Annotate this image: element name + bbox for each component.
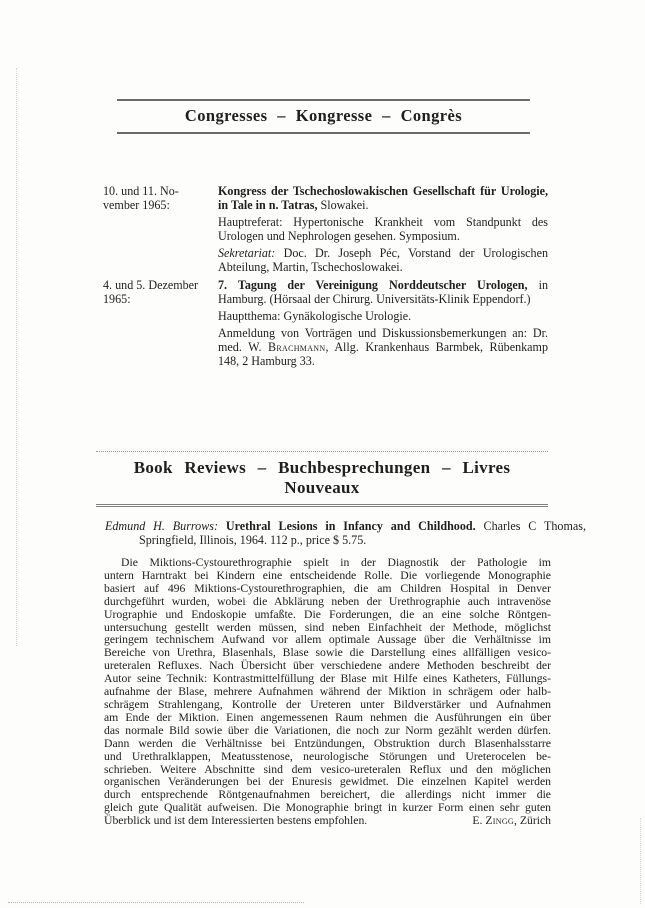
text-line: 1965: <box>103 292 131 307</box>
review-publisher: Charles C Thomas, Springfield, Illinois, 1964. 112 p., price $ 5.75. <box>139 519 586 548</box>
text-line: Die Miktions-Cystourethrographie spielt in der Diagnostik der Pathologie im <box>121 556 551 569</box>
text-line: geringem technischem Aufwand vor allem optimale Aussage über die Verhältnisse im <box>104 633 551 647</box>
congress-entry <box>103 278 548 371</box>
review-last-line <box>104 815 551 828</box>
congresses-header <box>117 99 530 134</box>
rule-top <box>117 99 530 101</box>
review-closing-text: Überblick und ist dem Interessierten bestens empfohlen. <box>104 814 368 828</box>
entry-title <box>218 278 548 307</box>
entry-sekretariat <box>218 246 548 275</box>
text-line: Autor seine Technik: Kontrastmittelfüllung der Blase mit Hilfe eines Katheters, Füllungs- <box>104 672 551 686</box>
book-reviews-header <box>96 451 548 507</box>
text-line: organischen Veränderungen bei der Enuresis gewidmet. Die einzelnen Kapitel werden <box>104 775 551 789</box>
rule-bottom <box>96 504 548 507</box>
text-line: Urographie und Endoskopie umfaßte. Die Forderungen, die an eine solche Röntgen- <box>104 607 551 621</box>
text-line: durchgeführt wurden, wobei die Abklärung neben der Urethrographie auch intravenöse <box>104 594 551 608</box>
rule-bottom <box>117 132 530 134</box>
text-line: Bereiche von Urethra, Blasenhals, Blase sowie die Darstellung eines allfälligen vesico- <box>104 646 551 660</box>
text-line: vember 1965: <box>103 198 170 213</box>
entry-title-bold: Kongress der Tschechoslowakischen Gesellschaft für Urologie, in Tale in n. Tatras, <box>218 184 548 213</box>
scan-artifact-right-edge <box>640 818 641 904</box>
entry-hauptthema: Hauptthema: Gynäkologische Urologie. <box>218 309 412 324</box>
text-line: schrägem Strahlengang, Kontrolle der Ureteren unter Bildverstärker und Aufnahmen <box>104 697 551 711</box>
entry-title-bold: 7. Tagung der Vereinigung Norddeutscher Urologen, <box>218 278 528 292</box>
sekretariat-label: Sekretariat: <box>218 246 276 261</box>
text-line: durch entsprechende Röntgenaufnahmen bereichert, die allerdings nicht immer die <box>104 788 551 802</box>
text-line: am Ende der Miktion. Einen angemessenen Raum nehmen die Ausführungen ein über <box>104 710 551 724</box>
text-line: ureteralen Refluxes. Nach Übersicht über verschiedene andere Methoden beschreibt der <box>104 659 551 673</box>
anmeldung-address: , Allg. Krankenhaus Barmbek, Rübenkamp 148, 2 Hamburg 33. <box>218 340 548 369</box>
review-paragraph-lines <box>104 557 551 815</box>
review-book-title: Urethral Lesions in Infancy and Childhood. <box>218 519 476 533</box>
entry-description <box>218 184 548 277</box>
text-line: untersuchung gestellt werden müssen, sind neben Einfachheit der Methode, möglichst <box>104 620 551 634</box>
text-line: Dann werden die Verhältnisse bei Entzündungen, Obstruktion durch Blasenhalsstarre <box>104 736 551 750</box>
signature-initial: E. <box>472 814 486 828</box>
entry-anmeldung <box>218 326 548 369</box>
entry-hauptreferat: Hauptreferat: Hypertonische Krankheit vom Standpunkt des Urologen und Nephrologen gesehen. Symposium. <box>218 215 548 244</box>
sekretariat-text: Doc. Dr. Joseph Péc, Vorstand der Urologischen Abteilung, Martin, Tschechoslowakei. <box>218 246 548 275</box>
entry-title <box>218 184 548 213</box>
review-body <box>104 557 551 828</box>
scan-artifact-left-edge <box>16 68 17 646</box>
entry-date <box>103 278 215 371</box>
text-line: und Urethralklappen, Meatusstenose, neurologische Störungen und Ureterocelen be- <box>104 749 551 763</box>
entry-description <box>218 278 548 371</box>
text-line: aufnahme der Blase, mehrere Aufnahmen während der Miktion in schrägem oder halb- <box>104 685 551 699</box>
text-line: gleich gute Qualität aufweisen. Die Monographie bringt in kurzer Form einen sehr guten <box>104 801 551 815</box>
text-line: das normale Bild sowie über die Variationen, die noch zur Norm gezählt werden dürfen. <box>104 723 551 737</box>
review-signature <box>472 815 551 828</box>
review-citation <box>105 519 586 547</box>
entry-date <box>103 184 215 277</box>
signature-name: Zingg <box>485 814 514 828</box>
anmeldung-text: Anmeldung von Vorträgen und Diskussionsbemerkungen an: Dr. med. W. <box>218 325 548 355</box>
anmeldung-person-name: Brachmann <box>268 340 326 355</box>
text-line: 10. und 11. No- <box>103 184 179 198</box>
entry-title-rest: in Hamburg. (Hörsaal der Chirurg. Universitäts-Klinik Eppendorf.) <box>218 278 548 307</box>
congresses-title: Congresses – Kongresse – Congrès <box>184 106 463 125</box>
text-line: 4. und 5. Dezember <box>103 278 199 292</box>
text-line: schrieben. Weitere Abschnitte sind dem vesico-ureteralen Reflux und den möglichen <box>104 762 551 776</box>
entry-title-rest: Slowakei. <box>317 198 369 213</box>
review-author: Edmund H. Burrows: <box>105 519 219 533</box>
signature-city: , Zürich <box>514 814 551 828</box>
text-line: basiert auf 496 Miktions-Cystourethrographien, die am Children Hospital in Denver <box>104 581 551 595</box>
scan-artifact-bottom-edge <box>8 902 304 903</box>
rule-top <box>96 451 548 452</box>
book-reviews-title: Book Reviews – Buchbesprechungen – Livres Nouveaux <box>133 458 511 497</box>
text-line: untern Harntrakt bei Kindern eine entscheidende Rolle. Die vorliegende Monographie <box>104 568 551 582</box>
congress-entry <box>103 184 548 277</box>
